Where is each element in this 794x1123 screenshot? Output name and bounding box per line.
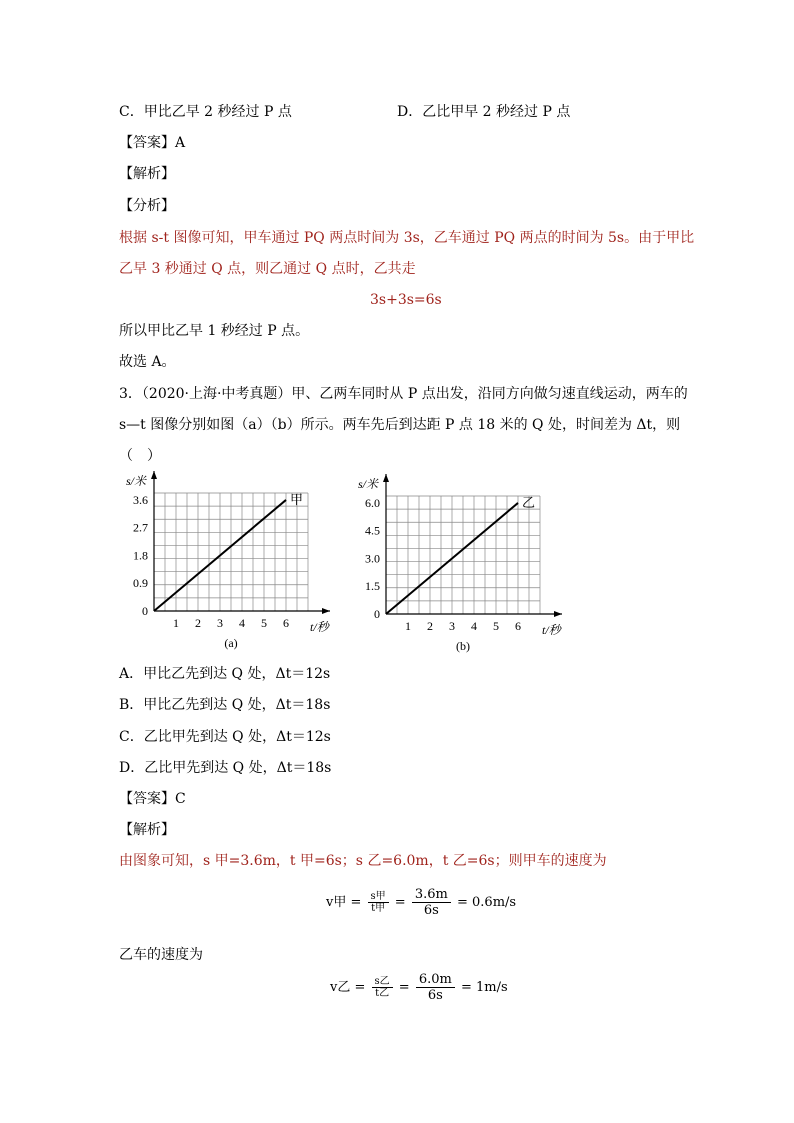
q3-option-a: A．甲比乙先到达 Q 处，Δt＝12s bbox=[119, 666, 331, 682]
q2-analysis-line2: 乙早 3 秒通过 Q 点，则乙通过 Q 点时，乙共走 bbox=[119, 261, 416, 277]
chart-caption: (b) bbox=[456, 639, 470, 653]
y-axis-label: s/米 bbox=[126, 474, 147, 488]
eq1-equals: = bbox=[394, 895, 406, 910]
q3-analysis-line1: 由图象可知，s 甲=3.6m，t 甲=6s；s 乙=6.0m，t 乙=6s；则甲车的速度为 bbox=[119, 853, 607, 869]
eq1-fraction-numeric bbox=[412, 887, 451, 918]
q2-option-c: C．甲比乙早 2 秒经过 P 点 bbox=[119, 104, 292, 120]
q3-stem-line1: 3．（2020·上海·中考真题）甲、乙两车同时从 P 点出发，沿同方向做匀速直线运动，两车的 bbox=[119, 386, 688, 402]
q3-equation-2 bbox=[330, 972, 508, 1003]
y-tick-label: 4.5 bbox=[365, 523, 380, 538]
q3-analysis-line2: 乙车的速度为 bbox=[119, 947, 203, 963]
x-tick-label: 1 bbox=[173, 616, 179, 630]
q2-analysis-line1: 根据 s-t 图像可知，甲车通过 PQ 两点时间为 3s，乙车通过 PQ 两点的时间为 5s。由于甲比 bbox=[119, 230, 695, 246]
y-tick-label: 2.7 bbox=[133, 520, 148, 535]
eq1-frac1-den: t甲 bbox=[371, 903, 386, 914]
y-axis-label: s/米 bbox=[358, 477, 379, 491]
q2-fenxi-heading: 【分析】 bbox=[119, 198, 175, 214]
y-tick-label: 3.0 bbox=[365, 551, 380, 566]
y-tick-label: 0 bbox=[374, 607, 380, 621]
eq2-fraction-numeric bbox=[416, 972, 455, 1003]
eq2-lhs: v乙 = bbox=[330, 980, 366, 995]
eq2-frac1-num: s乙 bbox=[372, 976, 393, 988]
x-tick-label: 6 bbox=[515, 619, 521, 633]
x-axis-label: t/秒 bbox=[310, 620, 329, 634]
q3-option-d: D．乙比甲先到达 Q 处，Δt＝18s bbox=[119, 760, 332, 776]
x-axis-arrow bbox=[554, 611, 562, 617]
eq2-frac2-num: 6.0m bbox=[416, 972, 455, 988]
q2-jiexi-heading: 【解析】 bbox=[119, 166, 175, 182]
y-tick-label: 1.5 bbox=[365, 579, 380, 594]
y-tick-label: 1.8 bbox=[133, 548, 148, 563]
eq1-frac2-num: 3.6m bbox=[412, 887, 451, 903]
q3-equation-1 bbox=[326, 887, 516, 918]
x-tick-label: 2 bbox=[195, 616, 201, 630]
q3-option-c: C．乙比甲先到达 Q 处，Δt＝12s bbox=[119, 729, 331, 745]
q3-jiexi-heading: 【解析】 bbox=[119, 822, 175, 838]
chart-b bbox=[350, 470, 590, 660]
q2-answer: 【答案】A bbox=[119, 135, 186, 151]
eq2-result: = 1m/s bbox=[461, 980, 508, 995]
q2-choose: 故选 A。 bbox=[119, 354, 176, 370]
eq2-equals: = bbox=[398, 980, 410, 995]
x-tick-label: 3 bbox=[217, 616, 223, 630]
x-tick-label: 5 bbox=[493, 619, 499, 633]
eq1-lhs: v甲 = bbox=[326, 895, 362, 910]
chart-caption: (a) bbox=[224, 636, 238, 650]
x-axis-arrow bbox=[322, 608, 330, 614]
eq1-result: = 0.6m/s bbox=[457, 895, 517, 910]
x-tick-label: 5 bbox=[261, 616, 267, 630]
series-label: 甲 bbox=[290, 491, 304, 507]
y-axis-arrow bbox=[383, 474, 389, 482]
q2-option-d: D．乙比甲早 2 秒经过 P 点 bbox=[397, 104, 571, 120]
eq2-frac1-den: t乙 bbox=[375, 988, 390, 999]
x-tick-label: 3 bbox=[449, 619, 455, 633]
q2-equation: 3s+3s=6s bbox=[370, 292, 442, 308]
x-axis-label: t/秒 bbox=[542, 623, 561, 637]
y-tick-label: 0.9 bbox=[133, 576, 148, 591]
x-tick-label: 1 bbox=[405, 619, 411, 633]
x-tick-label: 2 bbox=[427, 619, 433, 633]
x-tick-label: 4 bbox=[239, 616, 245, 630]
q3-stem-line2: s—t 图像分别如图（a）（b）所示。两车先后到达距 P 点 18 米的 Q 处，时间差为 Δt，则 bbox=[119, 417, 681, 433]
eq2-frac2-den: 6s bbox=[427, 988, 443, 1003]
y-tick-label: 3.6 bbox=[133, 492, 148, 507]
q3-answer: 【答案】C bbox=[119, 791, 186, 807]
series-label: 乙 bbox=[522, 494, 536, 510]
eq2-fraction-symbolic bbox=[372, 976, 393, 999]
chart-a bbox=[118, 470, 348, 660]
q3-option-b: B．甲比乙先到达 Q 处，Δt＝18s bbox=[119, 697, 331, 713]
y-tick-label: 0 bbox=[142, 604, 148, 618]
eq1-frac1-num: s甲 bbox=[368, 891, 389, 903]
eq1-frac2-den: 6s bbox=[423, 903, 439, 918]
q3-stem-line3: （ ） bbox=[119, 448, 161, 464]
q2-conclusion: 所以甲比乙早 1 秒经过 P 点。 bbox=[119, 323, 310, 339]
eq1-fraction-symbolic bbox=[368, 891, 389, 914]
y-axis-arrow bbox=[151, 471, 157, 479]
x-tick-label: 4 bbox=[471, 619, 477, 633]
x-tick-label: 6 bbox=[283, 616, 289, 630]
y-tick-label: 6.0 bbox=[365, 495, 380, 510]
